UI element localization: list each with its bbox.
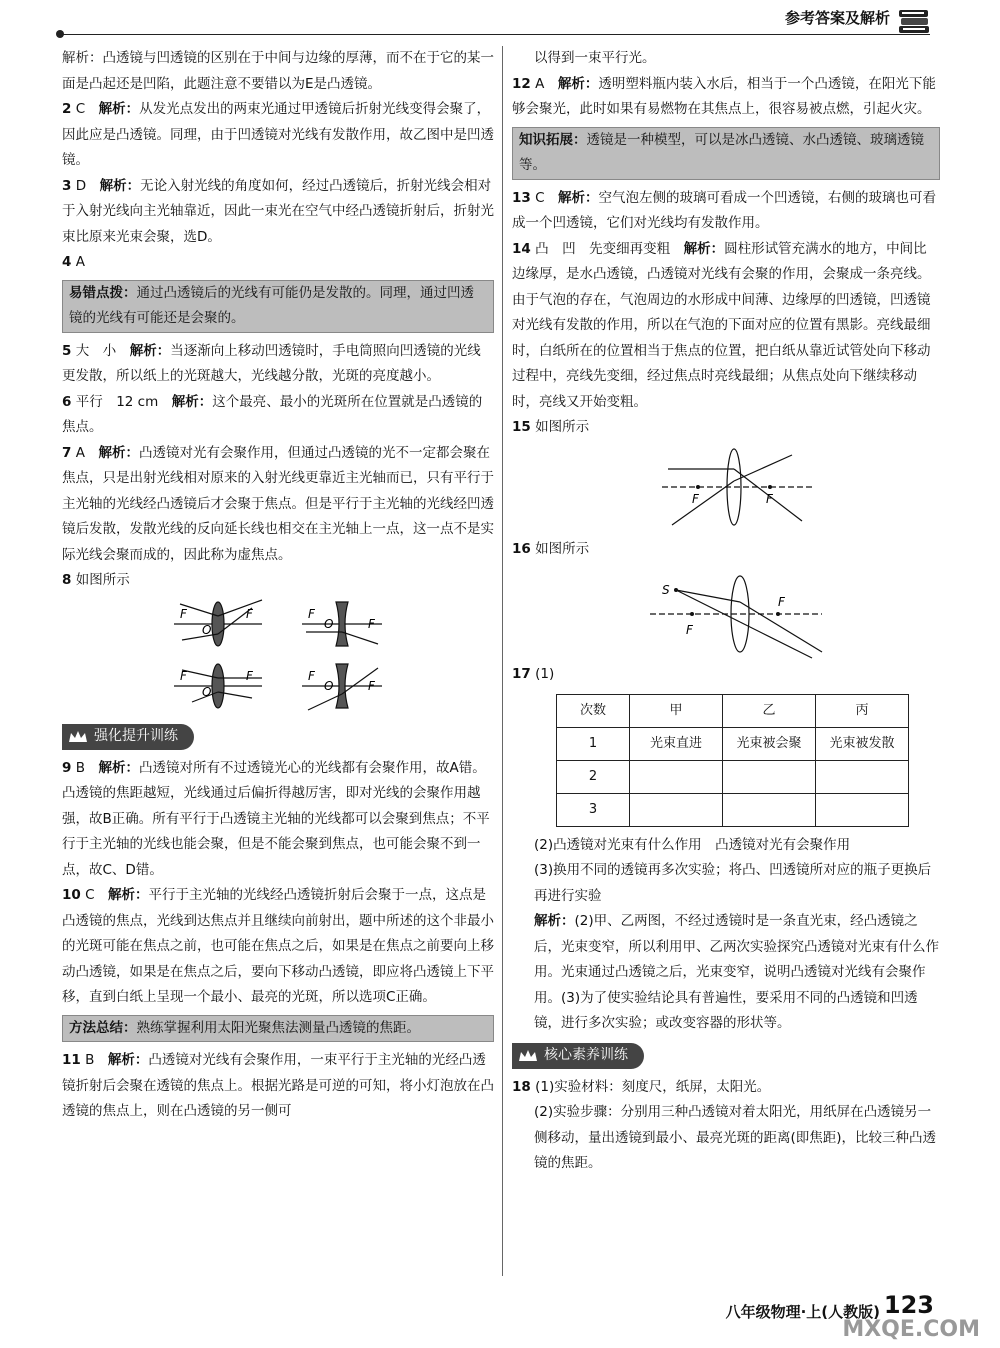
- header-title: 参考答案及解析: [784, 9, 890, 27]
- right-column: [512, 46, 940, 1177]
- crown-icon: [68, 730, 88, 744]
- question-14: 14 凸 凹 先变细再变粗 解析：圆柱形试管充满水的地方，中间比边缘厚，是水凸透镜，凸透镜对光线有会聚的作用，会聚成一条亮线。由于气泡的存在，气泡周边的水形成中间薄、边缘厚的凹透镜，凹透镜对光线有发散的作用，所以在气泡的下面对应的位置有黑影。亮线最细时，白纸所在的位置相当于焦点的位置，把白纸从靠近试管处向下移动过程中，亮线先变细，经过焦点时亮线最细；从焦点处向下继续移动时，亮线又开始变粗。: [512, 240, 931, 410]
- table-cell: [630, 760, 723, 793]
- question-13: 13 C 解析：空气泡左侧的玻璃可看成一个凹透镜，右侧的玻璃也可看成一个凹透镜，它们对光线均有发散作用。: [512, 189, 937, 231]
- tip-box-4: 易错点拨：通过凸透镜后的光线有可能仍是发散的。同理，通过凹透镜的光线有可能还是会聚的。: [62, 280, 494, 333]
- question-2: 2 C 解析：从发光点发出的两束光通过甲透镜后折射光线变得会聚了，因此应是凸透镜。同理，由于凹透镜对光线有发散作用，故乙图中是凹透镜。: [62, 101, 494, 168]
- table-row: [557, 760, 909, 793]
- books-icon: [896, 2, 932, 38]
- table-header-row: [557, 694, 909, 727]
- page-footer: [0, 1290, 1000, 1348]
- continuation-11: 以得到一束平行光。: [534, 50, 656, 66]
- question-10: 10 C 解析：平行于主光轴的光线经凸透镜折射后会聚于一点，这点是凸透镜的焦点，光线到达焦点并且继续向前射出，题中所述的这个非最小的光斑可能在焦点之前，也可能在焦点之后，如果是在焦点之前要向上移动凸透镜，如果是在焦点之后，要向下移动凸透镜，即应将凸透镜上下平移，直到白纸上呈现一个最小、最亮的光斑，所以选项C正确。: [62, 887, 494, 1005]
- question-12: 12 A 解析：透明塑料瓶内装入水后，相当于一个凸透镜，在阳光下能够会聚光，此时如果有易燃物在其焦点上，很容易被点燃，引起火灾。: [512, 75, 936, 117]
- table-header-cell: 丙: [816, 694, 909, 727]
- question-16: 16 如图所示: [512, 540, 590, 557]
- question-3: 3 D 解析：无论入射光线的角度如何，经过凸透镜后，折射光线会相对于入射光线向主光轴靠近，因此一束光在空气中经凸透镜折射后，折射光束比原来光束会聚，选D。: [62, 177, 494, 245]
- label-f-16b: F: [778, 595, 785, 609]
- question-15: 15 如图所示: [512, 419, 590, 435]
- lens-diagram-8: [62, 594, 494, 718]
- question-17-analysis: 解析：(2)甲、乙两图，不经过透镜时是一条直光束，经凸透镜之后，光束变窄，所以利用甲、乙两次实验探究凸透镜对光束有什么作用。光束通过凸透镜之后，光束变窄，说明凸透镜对光线有会聚作用。(3)为了使实验结论具有普遍性，要采用不同的凸透镜和凹透镜，进行多次实验；或改变容器的形状等。: [534, 913, 939, 1031]
- page-header: [0, 0, 1000, 42]
- table-header-cell: 次数: [557, 694, 630, 727]
- label-f-d1: F: [308, 668, 315, 683]
- question-6: 6 平行 12 cm 解析：这个最亮、最小的光斑所在位置就是凸透镜的焦点。: [62, 393, 483, 435]
- header-rule: [60, 34, 930, 35]
- label-f-b1: F: [308, 606, 315, 621]
- label-o-a: O: [202, 622, 212, 637]
- label-o-d: O: [324, 678, 334, 693]
- table-cell: 光束被发散: [816, 727, 909, 760]
- table-row: [557, 727, 909, 760]
- lens-diagram-16: [512, 562, 940, 662]
- table-header-cell: 乙: [723, 694, 816, 727]
- question-9: 9 B 解析：凸透镜对所有不过透镜光心的光线都有会聚作用，故A错。凸透镜的焦距越短，光线通过后偏折得越厉害，即对光线的会聚作用越强，故B正确。所有平行于凸透镜主光轴的光线都可以会聚到焦点；不平行于主光轴的光线也能会聚，但是不能会聚到焦点，也可能会聚不到一点，故C、D错。: [62, 759, 490, 878]
- table-header-cell: 甲: [630, 694, 723, 727]
- question-5: 5 大 小 解析：当逐渐向上移动凹透镜时，手电筒照向凹透镜的光线更发散，所以纸上的光斑越大，光线越分散，光斑的亮度越小。: [62, 342, 481, 384]
- table-cell: [723, 760, 816, 793]
- analysis-1: 解析：凸透镜与凹透镜的区别在于中间与边缘的厚薄，而不在于它的某一面是凸起还是凹陷，此题注意不要错以为E是凸透镜。: [62, 50, 494, 92]
- label-f-a1: F: [180, 606, 187, 621]
- label-f-d2: F: [368, 678, 375, 693]
- lens-diagram-15: [512, 441, 940, 537]
- label-f-a2: F: [246, 606, 253, 621]
- table-cell: 光束被会聚: [723, 727, 816, 760]
- label-f-16a: F: [686, 623, 693, 637]
- table-cell: [816, 793, 909, 826]
- table-cell: [630, 793, 723, 826]
- question-18-part2: (2)实验步骤：分别用三种凸透镜对着太阳光，用纸屏在凸透镜另一侧移动，量出透镜到最小、最亮光斑的距离(即焦距)，比较三种凸透镜的焦距。: [534, 1104, 937, 1171]
- question-8: 8 如图所示: [62, 572, 130, 588]
- label-f-15a: F: [692, 491, 699, 506]
- question-4: 4 A: [62, 254, 85, 270]
- left-column: [62, 46, 494, 1125]
- section-banner-1: 强化提升训练: [62, 724, 194, 750]
- section-banner-2: 核心素养训练: [512, 1043, 644, 1069]
- question-17-part2: (2)凸透镜对光束有什么作用 凸透镜对光有会聚作用: [534, 836, 851, 853]
- label-o-c: O: [202, 684, 212, 699]
- column-divider: [502, 46, 503, 1276]
- label-o-b: O: [324, 616, 334, 631]
- question-11: 11 B 解析：凸透镜对光线有会聚作用，一束平行于主光轴的光经凸透镜折射后会聚在透镜的焦点上。根据光路是可逆的可知，将小灯泡放在凸透镜的焦点上，则在凸透镜的另一侧可: [62, 1052, 494, 1119]
- table-cell: 光束直进: [630, 727, 723, 760]
- table-cell: 2: [557, 760, 630, 793]
- results-table: [556, 694, 909, 827]
- question-7: 7 A 解析：凸透镜对光有会聚作用，但通过凸透镜的光不一定都会聚在焦点，只是出射光线相对原来的入射光线更靠近主光轴而已，只有平行于主光轴的光线经凸透镜后才会聚于焦点。但是平行于主光轴的光线经凹透镜后发散，发散光线的反向延长线也相交在主光轴上一点，这一点不是实际光线会聚而成的，因此称为虚焦点。: [62, 444, 494, 563]
- footer-book-title: 八年级物理·上(人教版): [725, 1303, 880, 1321]
- table-cell: [723, 793, 816, 826]
- knowledge-box-12: 知识拓展：透镜是一种模型，可以是冰凸透镜、水凸透镜、玻璃透镜等。: [512, 127, 940, 180]
- label-f-b2: F: [368, 616, 375, 631]
- label-f-15b: F: [766, 491, 773, 506]
- question-17: 17 (1): [512, 666, 555, 682]
- page-number: 123: [883, 1291, 934, 1319]
- table-cell: [816, 760, 909, 793]
- label-s-16: S: [662, 583, 670, 597]
- table-cell: 3: [557, 793, 630, 826]
- method-box-10: 方法总结：熟练掌握利用太阳光聚焦法测量凸透镜的焦距。: [62, 1015, 494, 1043]
- label-f-c1: F: [180, 668, 187, 683]
- table-cell: 1: [557, 727, 630, 760]
- watermark: MXQE.COM: [842, 1316, 980, 1342]
- question-17-part3: (3)换用不同的透镜再多次实验；将凸、凹透镜所对应的瓶子更换后再进行实验: [534, 862, 932, 904]
- question-18: 18 (1)实验材料：刻度尺，纸屏，太阳光。: [512, 1078, 771, 1095]
- label-f-c2: F: [246, 668, 253, 683]
- crown-icon: [518, 1049, 538, 1063]
- table-row: [557, 793, 909, 826]
